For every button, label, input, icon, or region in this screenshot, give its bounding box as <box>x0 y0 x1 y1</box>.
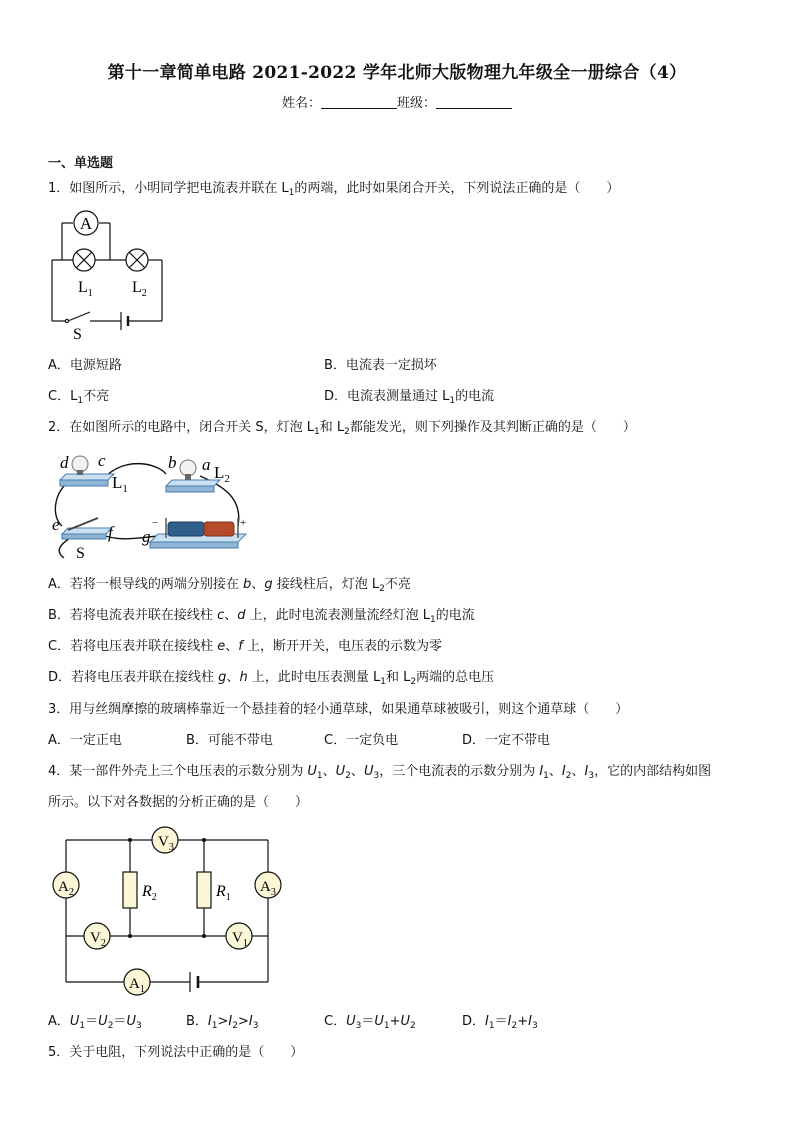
q4-option-prefix: A． <box>48 1014 70 1029</box>
q1-circuit-figure <box>48 208 168 343</box>
q1-switch-label: S <box>73 326 82 343</box>
q2-option-b-part: 上，此时电流表测量流经灯泡 L <box>245 608 431 623</box>
q2-option-d-part: D．若将电压表并联在接线柱 <box>48 670 219 685</box>
q4-sub: 3 <box>588 771 595 781</box>
q1-option-b[interactable]: B．电流表一定损坏 <box>324 358 437 373</box>
q4-option-prefix: C． <box>324 1014 347 1029</box>
q2-stem-sub: 2 <box>344 427 350 437</box>
q5-stem: 5．关于电阻，下列说法中正确的是（ ） <box>48 1045 304 1060</box>
q4-var: I <box>485 1014 489 1029</box>
q1-option-d-part: 的电流 <box>455 389 495 404</box>
q2-stem-part: 2．在如图所示的电路中，闭合开关 S，灯泡 L <box>48 420 315 435</box>
q4-stem-line1 <box>48 764 711 780</box>
q4-var: U <box>400 1014 411 1029</box>
q3-option-a[interactable]: A．一定正电 <box>48 733 122 748</box>
q2-option-d[interactable] <box>48 670 494 686</box>
q4-var: I <box>507 1014 512 1029</box>
name-class-line <box>0 92 794 111</box>
q4-var: U <box>346 1014 356 1029</box>
q1-l2-label: $L_2$ <box>132 279 147 299</box>
q2-option-a-part: 、 <box>251 577 265 592</box>
name-blank[interactable] <box>321 96 397 109</box>
q1-option-c-sub: 1 <box>77 396 84 406</box>
q4-a3-label: $A_3$ <box>260 879 276 898</box>
q4-circuit-figure <box>48 826 288 998</box>
q2-option-c-part: 上，断开开关，电压表的示数为零 <box>242 639 442 654</box>
q4-stem-line2: 所示。以下对各数据的分析正确的是（ ） <box>48 795 309 810</box>
q2-option-b-var: c <box>217 608 225 623</box>
name-label: 姓名： <box>281 96 321 111</box>
q4-op: ＝ <box>85 1014 99 1029</box>
q1-option-a[interactable]: A．电源短路 <box>48 358 122 373</box>
q2-option-d-var: h <box>239 670 248 685</box>
q2-stem <box>48 420 636 436</box>
q4-sub: 1 <box>543 771 549 781</box>
q3-option-c[interactable]: C．一定负电 <box>324 733 399 748</box>
q4-option-d[interactable] <box>462 1014 538 1030</box>
q1-stem-part: 的两端，此时如果闭合开关，下列说法正确的是（ ） <box>294 181 620 196</box>
q4-var: I <box>561 764 566 779</box>
q4-v3-label: $V_3$ <box>158 834 174 853</box>
q4-var: U <box>98 1014 108 1029</box>
q4-sep: 、 <box>322 764 336 779</box>
q2-option-c-part: C．若将电压表并联在接线柱 <box>48 639 218 654</box>
q2-option-a-sub: 2 <box>379 584 385 594</box>
q1-ammeter-label: A <box>79 214 93 233</box>
q2-option-c-var: e <box>217 639 226 654</box>
q4-sub: 3 <box>135 1021 142 1031</box>
q4-a1-label: $A_1$ <box>129 976 145 995</box>
q2-option-d-part: 和 L <box>385 670 411 685</box>
q2-stem-part: 和 L <box>319 420 345 435</box>
q2-stem-part: 都能发光，则下列操作及其判断正确的是（ ） <box>349 420 636 435</box>
q2-circuit-figure <box>48 446 258 568</box>
q2-terminal-f: f <box>108 523 113 542</box>
q4-var: U <box>307 764 317 779</box>
q2-l1-label: $L_1$ <box>112 473 128 495</box>
q4-option-c[interactable] <box>324 1014 416 1030</box>
q2-terminal-c: c <box>98 451 106 470</box>
class-blank[interactable] <box>436 96 512 109</box>
q2-option-d-part: 两端的总电压 <box>416 670 495 685</box>
q4-sub: 1 <box>211 1021 218 1031</box>
q4-stem-part: ，三个电流表的示数分别为 <box>379 764 540 779</box>
q1-option-d-part: D．电流表测量通过 L <box>324 389 450 404</box>
q4-sub: 3 <box>355 1021 362 1031</box>
q2-battery-plus: + <box>240 517 247 529</box>
q1-option-c-part: C．L <box>48 389 78 404</box>
q4-sub: 2 <box>232 1021 238 1031</box>
q4-op: ＝ <box>494 1014 508 1029</box>
q4-var: U <box>126 1014 136 1029</box>
q1-option-d-sub: 1 <box>449 396 456 406</box>
q2-option-a-var: b <box>243 577 252 592</box>
q2-l2-label: $L_2$ <box>214 463 230 485</box>
q4-var: U <box>335 764 346 779</box>
q2-option-b-part: B．若将电流表并联在接线柱 <box>48 608 218 623</box>
q4-a2-label: $A_2$ <box>58 879 74 898</box>
q4-sub: 2 <box>107 1021 114 1031</box>
q2-option-d-part: 、 <box>226 670 240 685</box>
q4-sub: 3 <box>252 1021 259 1031</box>
q2-terminal-e: e <box>52 515 60 534</box>
q4-sub: 3 <box>373 771 380 781</box>
q4-var: I <box>207 1014 212 1029</box>
q1-option-c[interactable] <box>48 389 109 405</box>
q4-op: ＝ <box>113 1014 127 1029</box>
q1-l1-label: $L_1$ <box>78 279 93 299</box>
q1-option-c-part: 不亮 <box>83 389 110 404</box>
q3-option-b[interactable]: B．可能不带电 <box>186 733 273 748</box>
q2-option-b-sub: 1 <box>430 615 436 625</box>
q4-op: > <box>217 1014 229 1029</box>
q2-option-b-part: 、 <box>224 608 238 623</box>
q1-stem <box>48 181 619 197</box>
q2-terminal-d: d <box>60 453 69 472</box>
q2-option-a-part: A．若将一根导线的两端分别接在 <box>48 577 244 592</box>
q2-stem-sub: 1 <box>314 427 320 437</box>
q4-var: I <box>228 1014 233 1029</box>
q4-sub: 3 <box>531 1021 538 1031</box>
q4-sep: 、 <box>571 764 585 779</box>
q4-sub: 2 <box>410 1021 416 1031</box>
class-label: 班级： <box>397 96 437 111</box>
q4-var: U <box>69 1014 80 1029</box>
q2-terminal-a: a <box>202 455 211 474</box>
q4-var: U <box>363 764 374 779</box>
q4-sep: 、 <box>350 764 364 779</box>
q2-option-b[interactable] <box>48 608 475 624</box>
q2-option-d-part: 上，此时电压表测量 L <box>247 670 381 685</box>
q4-r2-label: $R_2$ <box>142 883 157 903</box>
q4-sub: 1 <box>488 1021 495 1031</box>
q4-op: ＝ <box>361 1014 375 1029</box>
q4-option-a[interactable] <box>48 1014 142 1030</box>
q2-option-b-part: 的电流 <box>435 608 475 623</box>
q3-option-d[interactable]: D．一定不带电 <box>462 733 551 748</box>
q2-terminal-g: g <box>142 527 151 546</box>
q4-stem-part: 4．某一部件外壳上三个电压表的示数分别为 <box>48 764 308 779</box>
q3-stem: 3．用与丝绸摩擦的玻璃棒靠近一个悬挂着的轻小通草球，如果通草球被吸引，则这个通草球（ ） <box>48 702 629 717</box>
q2-battery-minus: − <box>152 517 159 529</box>
q1-stem-sub: 1 <box>288 188 295 198</box>
q4-option-prefix: B． <box>186 1014 208 1029</box>
q2-option-a[interactable] <box>48 577 411 593</box>
q4-op: > <box>237 1014 249 1029</box>
q2-option-c[interactable] <box>48 639 442 655</box>
q4-var: I <box>248 1014 253 1029</box>
q4-sep: 、 <box>548 764 562 779</box>
q4-var: U <box>374 1014 384 1029</box>
q2-option-c-part: 、 <box>225 639 239 654</box>
q4-option-prefix: D． <box>462 1014 486 1029</box>
q4-sub: 2 <box>565 771 572 781</box>
q2-option-a-var: g <box>264 577 273 592</box>
q2-option-d-var: g <box>218 670 227 685</box>
q4-sub: 1 <box>316 771 323 781</box>
q1-stem-part: 1．如图所示，小明同学把电流表并联在 L <box>48 181 289 196</box>
q4-var: I <box>584 764 589 779</box>
q4-stem-part: ，它的内部结构如图 <box>594 764 712 779</box>
section-title: 一、单选题 <box>48 156 114 171</box>
q1-option-d[interactable] <box>324 389 494 405</box>
q4-op: + <box>389 1014 401 1029</box>
q2-option-d-sub: 1 <box>380 677 386 687</box>
q4-op: + <box>517 1014 529 1029</box>
q2-option-a-part: 不亮 <box>384 577 411 592</box>
document-title: 第十一章简单电路 2021-2022 学年北师大版物理九年级全一册综合（4） <box>107 63 687 83</box>
q2-switch-label: S <box>76 545 85 562</box>
q4-sub: 2 <box>345 771 351 781</box>
q4-sub: 1 <box>79 1021 86 1031</box>
q2-terminal-b: b <box>168 453 177 472</box>
q4-option-b[interactable] <box>186 1014 258 1030</box>
q4-r1-label: $R_1$ <box>216 883 231 903</box>
q4-v2-label: $V_2$ <box>90 930 106 949</box>
q2-option-c-var: f <box>238 639 243 654</box>
q2-option-a-part: 接线柱后，灯泡 L <box>272 577 380 592</box>
q4-v1-label: $V_1$ <box>232 930 248 949</box>
q2-option-b-var: d <box>237 608 246 623</box>
q2-option-d-sub: 2 <box>410 677 417 687</box>
q4-var: I <box>528 1014 532 1029</box>
q4-var: I <box>539 764 544 779</box>
q4-sub: 2 <box>511 1021 518 1031</box>
q4-sub: 1 <box>383 1021 390 1031</box>
